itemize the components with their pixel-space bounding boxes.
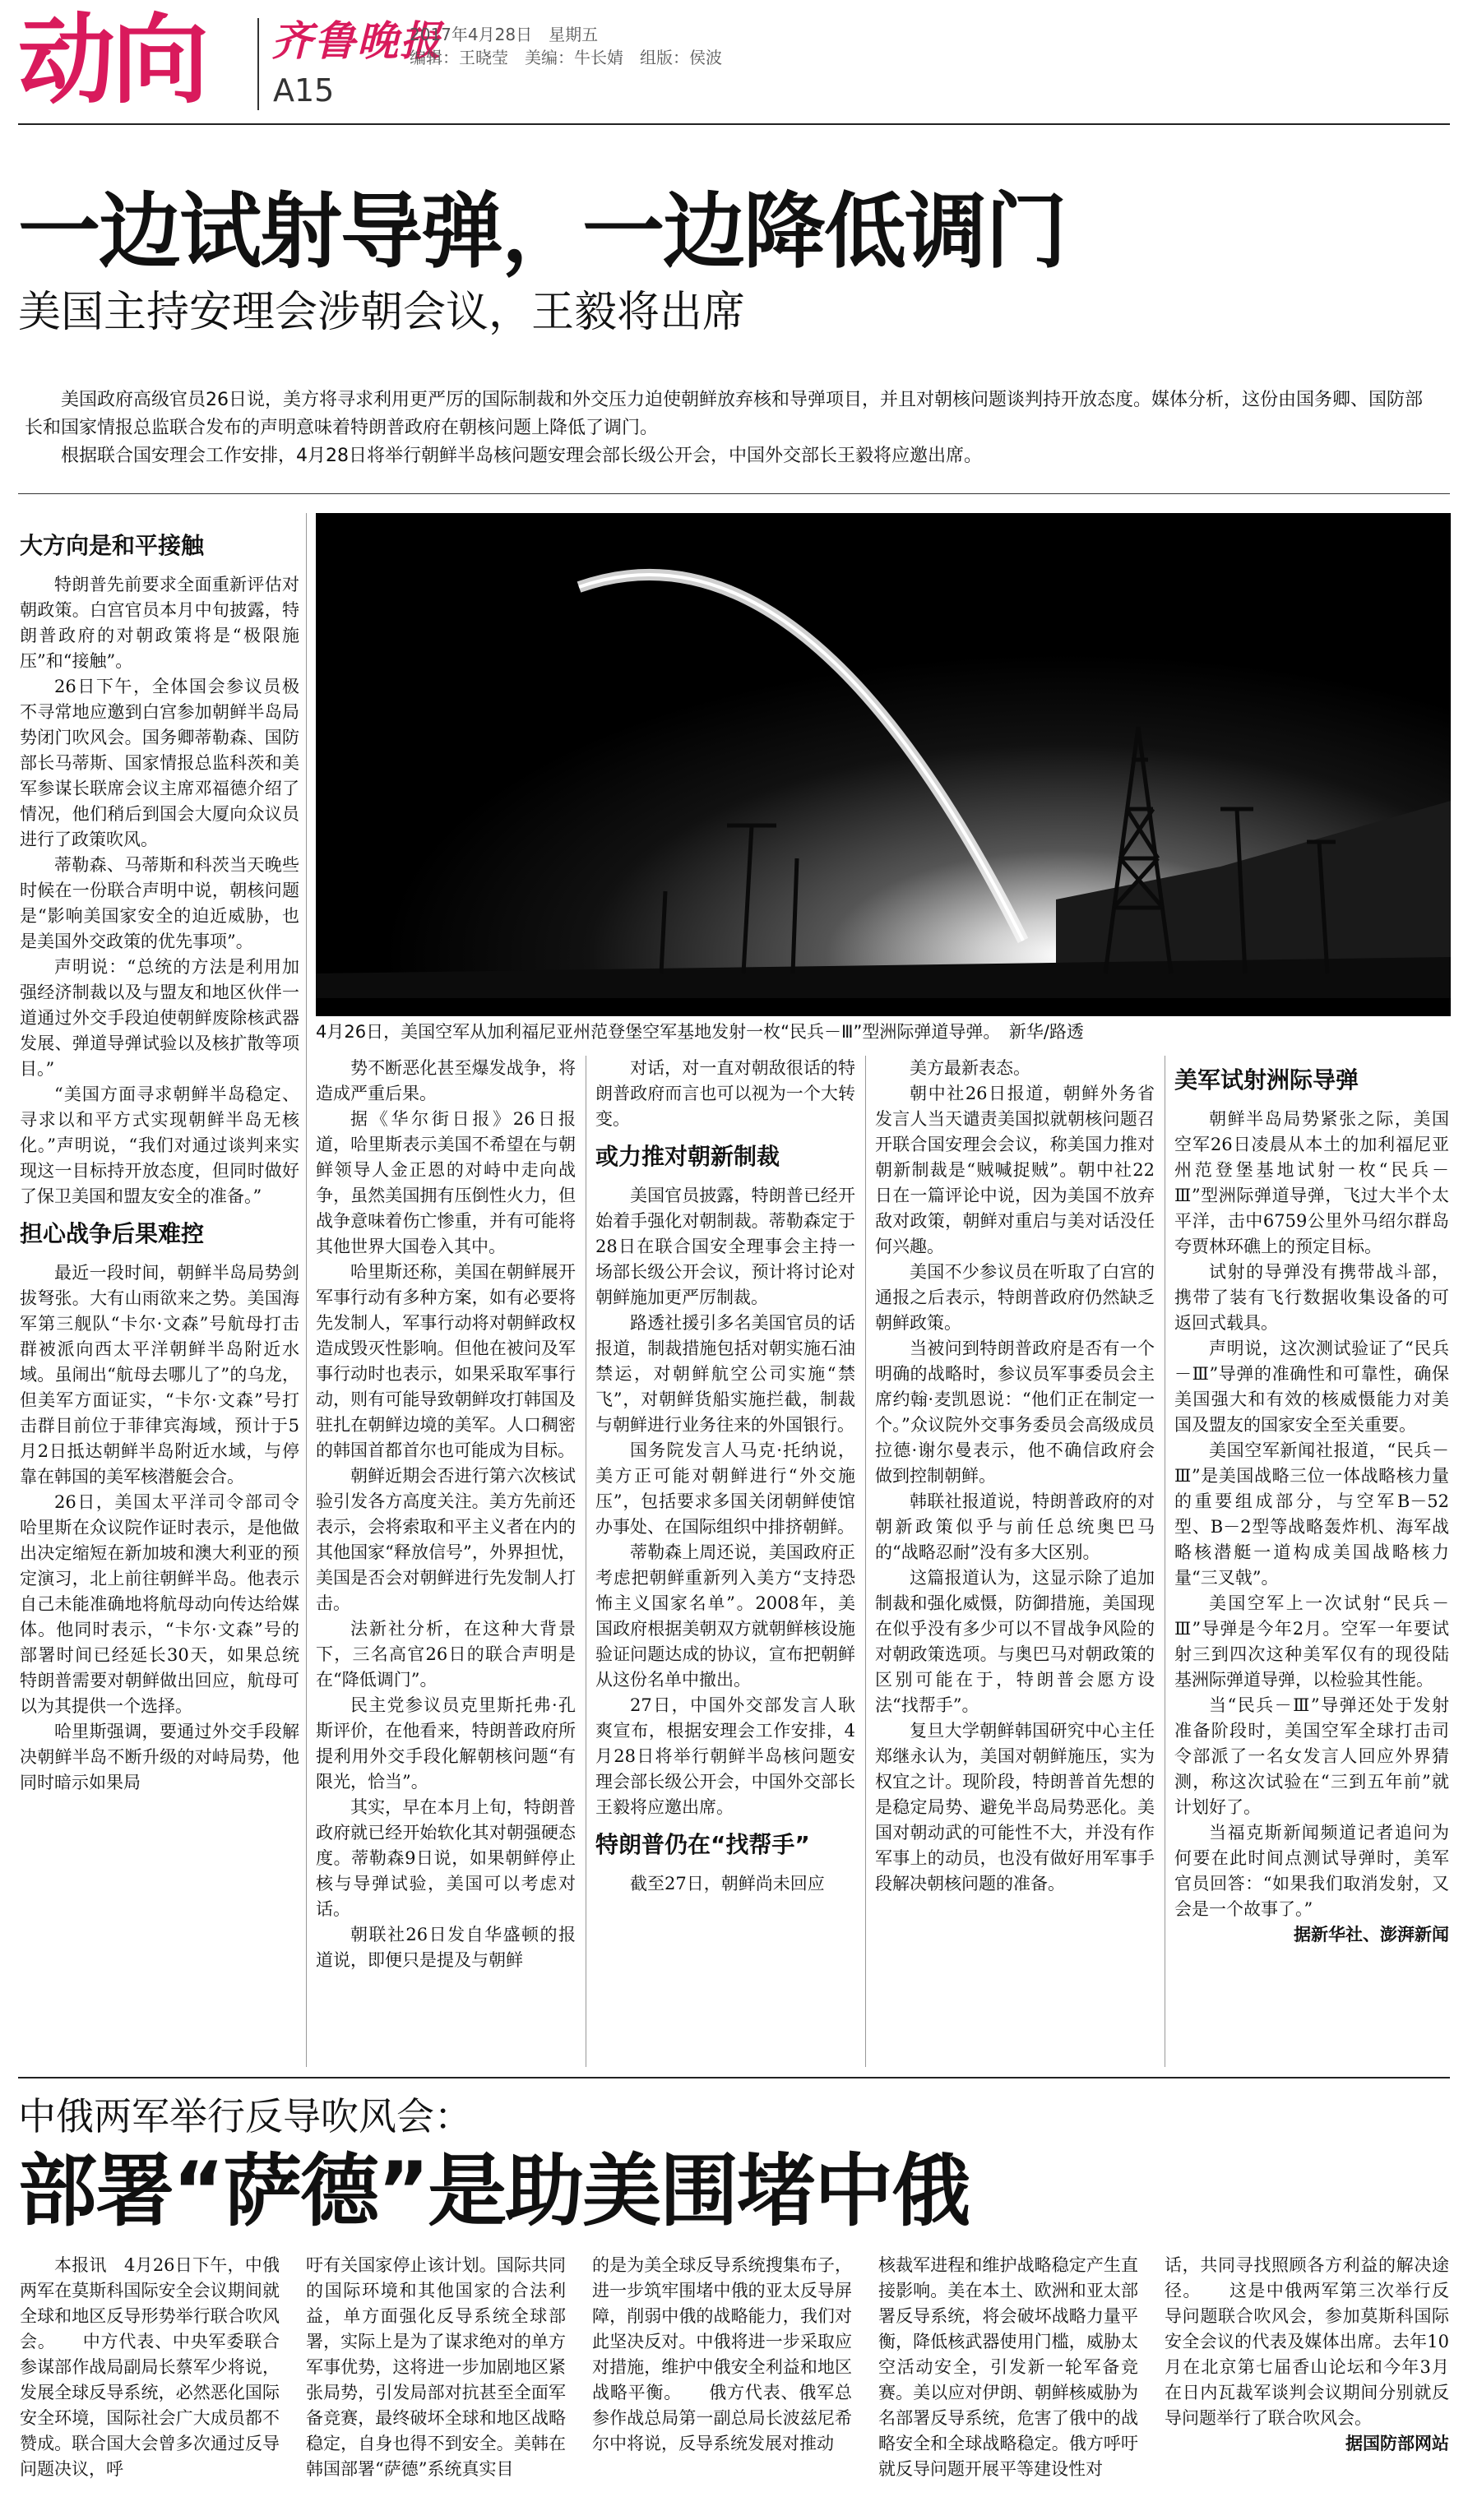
paragraph: 路透社援引多名美国官员的话报道，制裁措施包括对朝实施石油禁运，对朝鲜航空公司实施“禁飞”，对朝鲜货船实施拦截，制裁与朝鲜进行业务往来的外国银行。 [595,1313,855,1435]
newspaper-logo: 齐鲁晚报 [271,16,442,65]
paragraph: 朝鲜半岛局势紧张之际，美国空军26日凌晨从本土的加利福尼亚州范登堡基地试射一枚“民兵－Ⅲ”型洲际弹道导弹，飞过大半个太平洋，击中6759公里外马绍尔群岛夸贾林环礁上的预定目标。 [1174,1109,1449,1256]
paragraph: 美国官员披露，特朗普已经开始着手强化对朝制裁。蒂勒森定于28日在联合国安全理事会主持一场部长级公开会议，预计将讨论对朝鲜施加更严厉制裁。 [595,1186,855,1307]
paragraph: 26日，美国太平洋司令部司令哈里斯在众议院作证时表示，是他做出决定缩短在新加坡和澳大利亚的预定演习，北上前往朝鲜半岛。他表示自己未能准确地将航母动向传达给媒体。他同时表示，“卡尔·文森”号的部署时间已经延长30天，如果总统特朗普需要对朝鲜做出回应，航母可以为其提供一个选择。 [20,1492,299,1716]
paragraph: 美国不少参议员在听取了白宫的通报之后表示，特朗普政府仍然缺乏朝鲜政策。 [875,1262,1155,1333]
story2-column-5 [1165,2253,1449,2457]
paragraph: 27日，中国外交部发言人耿爽宣布，根据安理会工作安排，4月28日将举行朝鲜半岛核问题安理会部长级公开会，中国外交部长王毅将应邀出席。 [595,1695,855,1817]
header-rule [18,123,1450,125]
paragraph: 朝中社26日报道，朝鲜外务省发言人当天谴责美国拟就朝核问题召开联合国安理会会议，称美国力推对朝新制裁是“贼喊捉贼”。朝中社22日在一篇评论中说，因为美国不放弃敌对政策，朝鲜对重启与美对话没任何兴趣。 [875,1084,1155,1256]
paragraph: 哈里斯还称，美国在朝鲜展开军事行动有多种方案，如有必要将先发制人，军事行动将对朝鲜政权造成毁灭性影响。但他在被问及军事行动时也表示，如果采取军事行动，则有可能导致朝鲜攻打韩国及驻扎在朝鲜边境的美军。人口稠密的韩国首都首尔也可能成为目标。 [316,1262,576,1460]
header-divider [257,18,259,110]
section-subtitle: 担心战争后果难控 [20,1220,205,1247]
paragraph: 试射的导弹没有携带战斗部，携带了装有飞行数据收集设备的可返回式载具。 [1174,1262,1449,1333]
column-5 [1174,1056,1449,1948]
paragraph: 哈里斯强调，要通过外交手段解决朝鲜半岛不断升级的对峙局势，他同时暗示如果局 [20,1722,299,1792]
paragraph: 美国空军上一次试射“民兵－Ⅲ”导弹是今年2月。空军一年要试射三到四次这种美军仅有的现役陆基洲际弹道导弹，以检验其性能。 [1174,1593,1449,1690]
paragraph: 美方最新表态。 [910,1058,1030,1078]
issue-date: 2017年4月28日 星期五 [410,25,599,44]
story-divider [18,2077,1450,2078]
second-kicker: 中俄两军举行反导吹风会： [18,2094,472,2139]
column-divider [306,513,307,2067]
section-subtitle: 特朗普仍在“找帮手” [595,1831,810,1858]
paragraph: 当福克斯新闻频道记者追问为何要在此时间点测试导弹时，美军官员回答：“如果我们取消发射，又会是一个故事了。” [1174,1823,1449,1919]
column-4 [875,1056,1155,1897]
missile-launch-image [316,513,1451,1016]
paragraph: 本报讯 4月26日下午，中俄两军在莫斯科国际安全会议期间就全球和地区反导形势举行联合吹风会。 中方代表、中央军委联合参谋部作战局副局长蔡军少将说，发展全球反导系统，必然恶化国际安全环境，国际社会广大成员都不赞成。联合国大会曾多次通过反导问题决议，呼 [20,2255,280,2479]
paragraph: 对话，对一直对朝敌很话的特朗普政府而言也可以视为一个大转变。 [595,1058,855,1129]
paragraph: 这篇报道认为，这显示除了追加制裁和强化威慑，防御措施，美国现在似乎没有多少可以不冒战争风险的对朝政策选项。与奥巴马对朝政策的区别可能在于，特朗普会愿方设法“找帮手”。 [875,1568,1155,1715]
paragraph: 声明说，这次测试验证了“民兵－Ⅲ”导弹的准确性和可靠性，确保美国强大和有效的核威慑能力对美国及盟友的国家安全至关重要。 [1174,1339,1449,1435]
column-3 [595,1056,855,1897]
section-subtitle: 或力推对朝新制裁 [595,1143,780,1170]
photo-caption: 4月26日，美国空军从加利福尼亚州范登堡空军基地发射一枚“民兵－Ⅲ”型洲际弹道导弹。 新华/路透 [316,1022,1084,1042]
column-2 [316,1056,576,1973]
news-credit: 据国防部网站 [1345,2434,1449,2453]
paragraph: 声明说：“总统的方法是利用加强经济制裁以及与盟友和地区伙伴一道通过外交手段迫使朝鲜废除核武器发展、弹道导弹试验以及核扩散等项目。” [20,957,299,1079]
paragraph: 复旦大学朝鲜韩国研究中心主任郑继永认为，美国对朝鲜施压，实为权宜之计。现阶段，特朗普首先想的是稳定局势、避免半岛局势恶化。美国对朝动武的可能性不大，并没有作军事上的动员，也没有做好用军事手段解决朝核问题的准备。 [875,1721,1155,1893]
paragraph: 特朗普先前要求全面重新评估对朝政策。白宫官员本月中旬披露，特朗普政府的对朝政策将是“极限施压”和“接触”。 [20,575,299,671]
paragraph: 当被问到特朗普政府是否有一个明确的战略时，参议员军事委员会主席约翰·麦凯恩说：“他们正在制定一个。”众议院外交事务委员会高级成员拉德·谢尔曼表示，他不确信政府会做到控制朝鲜。 [875,1339,1155,1486]
page-number: A15 [273,72,335,109]
paragraph: 民主党参议员克里斯托弗·孔斯评价，在他看来，特朗普政府所提利用外交手段化解朝核问题“有限光，恰当”。 [316,1695,576,1792]
paragraph: 当“民兵－Ⅲ”导弹还处于发射准备阶段时，美国空军全球打击司令部派了一名女发言人回应外界猜测，称这次试验在“三到五年前”就计划好了。 [1174,1695,1449,1817]
paragraph: “美国方面寻求朝鲜半岛稳定、寻求以和平方式实现朝鲜半岛无核化。”声明说，“我们对通过谈判来实现这一目标持开放态度，但同时做好了保卫美国和盟友安全的准备。” [20,1084,299,1206]
story2-column-2 [306,2253,566,2482]
paragraph: 朝鲜近期会否进行第六次核试验引发各方高度关注。美方先前还表示，会将索取和平主义者在内的其他国家“释放信号”，外界担忧，美国是否会对朝鲜进行先发制人打击。 [316,1466,576,1613]
paragraph: 26日下午，全体国会参议员极不寻常地应邀到白宫参加朝鲜半岛局势闭门吹风会。国务卿蒂勒森、国防部长马蒂斯、国家情报总监科茨和美军参谋长联席会议主席邓福德介绍了情况，他们稍后到国会大厦向众议员进行了政策吹风。 [20,677,299,849]
paragraph: 截至27日，朝鲜尚未回应 [630,1874,825,1893]
paragraph: 吁有关国家停止该计划。国际共同的国际环境和其他国家的合法利益，单方面强化反导系统全球部署，实际上是为了谋求绝对的单方军事优势，这将进一步加剧地区紧张局势，引发局部对抗甚至全面军备竞赛，最终破坏全球和地区战略稳定，自身也得不到安全。美韩在韩国部署“萨德”系统真实目 [306,2255,566,2479]
column-1 [20,521,299,1796]
lead-rule [18,493,1450,494]
paragraph: 韩联社报道说，特朗普政府的对朝新政策似乎与前任总统奥巴马的“战略忍耐”没有多大区别。 [875,1491,1155,1562]
lead-paragraph [25,386,1439,470]
paragraph: 美国空军新闻社报道，“民兵－Ⅲ”是美国战略三位一体战略核力量的重要组成部分，与空军B－52型、B－2型等战略轰炸机、海军战略核潜艇一道构成美国战略核力量“三叉戟”。 [1174,1440,1449,1588]
paragraph: 国务院发言人马克·托纳说，美方正可能对朝鲜进行“外交施压”，包括要求多国关闭朝鲜使馆办事处、在国际组织中排挤朝鲜。 [595,1440,855,1537]
news-credit: 据新华社、澎湃新闻 [1294,1925,1449,1944]
section-subtitle: 大方向是和平接触 [20,532,205,559]
paragraph: 其实，早在本月上旬，特朗普政府就已经开始软化其对朝强硬态度。蒂勒森9日说，如果朝鲜停止核与导弹试验，美国可以考虑对话。 [316,1797,576,1919]
main-subhead: 美国主持安理会涉朝会议，王毅将出席 [18,288,746,337]
column-divider [865,1056,866,2067]
section-title: 动向 [18,3,206,117]
story2-column-1 [20,2253,280,2482]
paragraph: 的是为美全球反导系统搜集布子，进一步筑牢围堵中俄的亚太反导屏障，削弱中俄的战略能力，我们对此坚决反对。中俄将进一步采取应对措施，维护中俄安全利益和地区战略平衡。 俄方代表、俄军总参作战总局第一副总局长波兹尼希尔中将说，反导系统发展对推动 [592,2255,852,2453]
paragraph: 据《华尔街日报》26日报道，哈里斯表示美国不希望在与朝鲜领导人金正恩的对峙中走向战争，虽然美国拥有压倒性火力，但战争意味着伤亡惨重，并有可能将其他世界大国卷入其中。 [316,1109,576,1256]
section-subtitle: 美军试射洲际导弹 [1174,1066,1359,1094]
paragraph: 最近一段时间，朝鲜半岛局势剑拔弩张。大有山雨欲来之势。美国海军第三舰队“卡尔·文森”号航母打击群被派向西太平洋朝鲜半岛附近水域。虽闹出“航母去哪儿了”的乌龙，但美军方面证实，“卡尔·文森”号打击群目前位于菲律宾海域，预计于5月2日抵达朝鲜半岛附近水域，与停靠在韩国的美军核潜艇会合。 [20,1263,299,1487]
paragraph: 蒂勒森、马蒂斯和科茨当天晚些时候在一份联合声明中说，朝核问题是“影响美国家安全的迫近威胁，也是美国外交政策的优先事项”。 [20,855,299,951]
paragraph: 蒂勒森上周还说，美国政府正考虑把朝鲜重新列入美方“支持恐怖主义国家名单”。2008年，美国政府根据美朝双方就朝鲜核设施验证问题达成的协议，宣布把朝鲜从这份名单中撤出。 [595,1542,855,1690]
story2-column-3 [592,2253,852,2457]
story2-column-4 [878,2253,1138,2482]
lead-p: 美国政府高级官员26日说，美方将寻求利用更严厉的国际制裁和外交压力迫使朝鲜放弃核和导弹项目，并且对朝核问题谈判持开放态度。媒体分析，这份由国务卿、国防部长和国家情报总监联合发布的声明意味着特朗普政府在朝核问题上降低了调门。 [25,390,1423,438]
second-headline: 部署“萨德”是助美围堵中俄 [18,2145,970,2237]
paragraph: 核裁军进程和维护战略稳定产生直接影响。美在本土、欧洲和亚太部署反导系统，将会破坏战略力量平衡，降低核武器使用门槛，威胁太空活动安全，引发新一轮军备竞赛。美以应对伊朗、朝鲜核威胁为名部署反导系统，危害了俄中的战略安全和全球战略稳定。俄方呼吁就反导问题开展平等建设性对 [878,2255,1138,2479]
missile-launch-photo [316,513,1451,1016]
lead-p: 根据联合国安理会工作安排，4月28日将举行朝鲜半岛核问题安理会部长级公开会，中国外交部长王毅将应邀出席。 [61,446,982,466]
paragraph: 法新社分析，在这种大背景下，三名高官26日的联合声明是在“降低调门”。 [316,1619,576,1690]
editor-credits: 编辑：王晓莹 美编：牛长婧 组版：侯波 [410,48,722,67]
main-headline: 一边试射导弹，一边降低调门 [18,183,1066,280]
paragraph: 势不断恶化甚至爆发战争，将造成严重后果。 [316,1058,576,1103]
paragraph: 话，共同寻找照顾各方利益的解决途径。 这是中俄两军第三次举行反导问题联合吹风会，参加莫斯科国际安全会议的代表及媒体出席。去年10月在北京第七届香山论坛和今年3月在日内瓦裁军谈判会议期间分别就反导问题举行了联合吹风会。 [1165,2255,1449,2428]
paragraph: 朝联社26日发自华盛顿的报道说，即便只是提及与朝鲜 [316,1925,576,1970]
